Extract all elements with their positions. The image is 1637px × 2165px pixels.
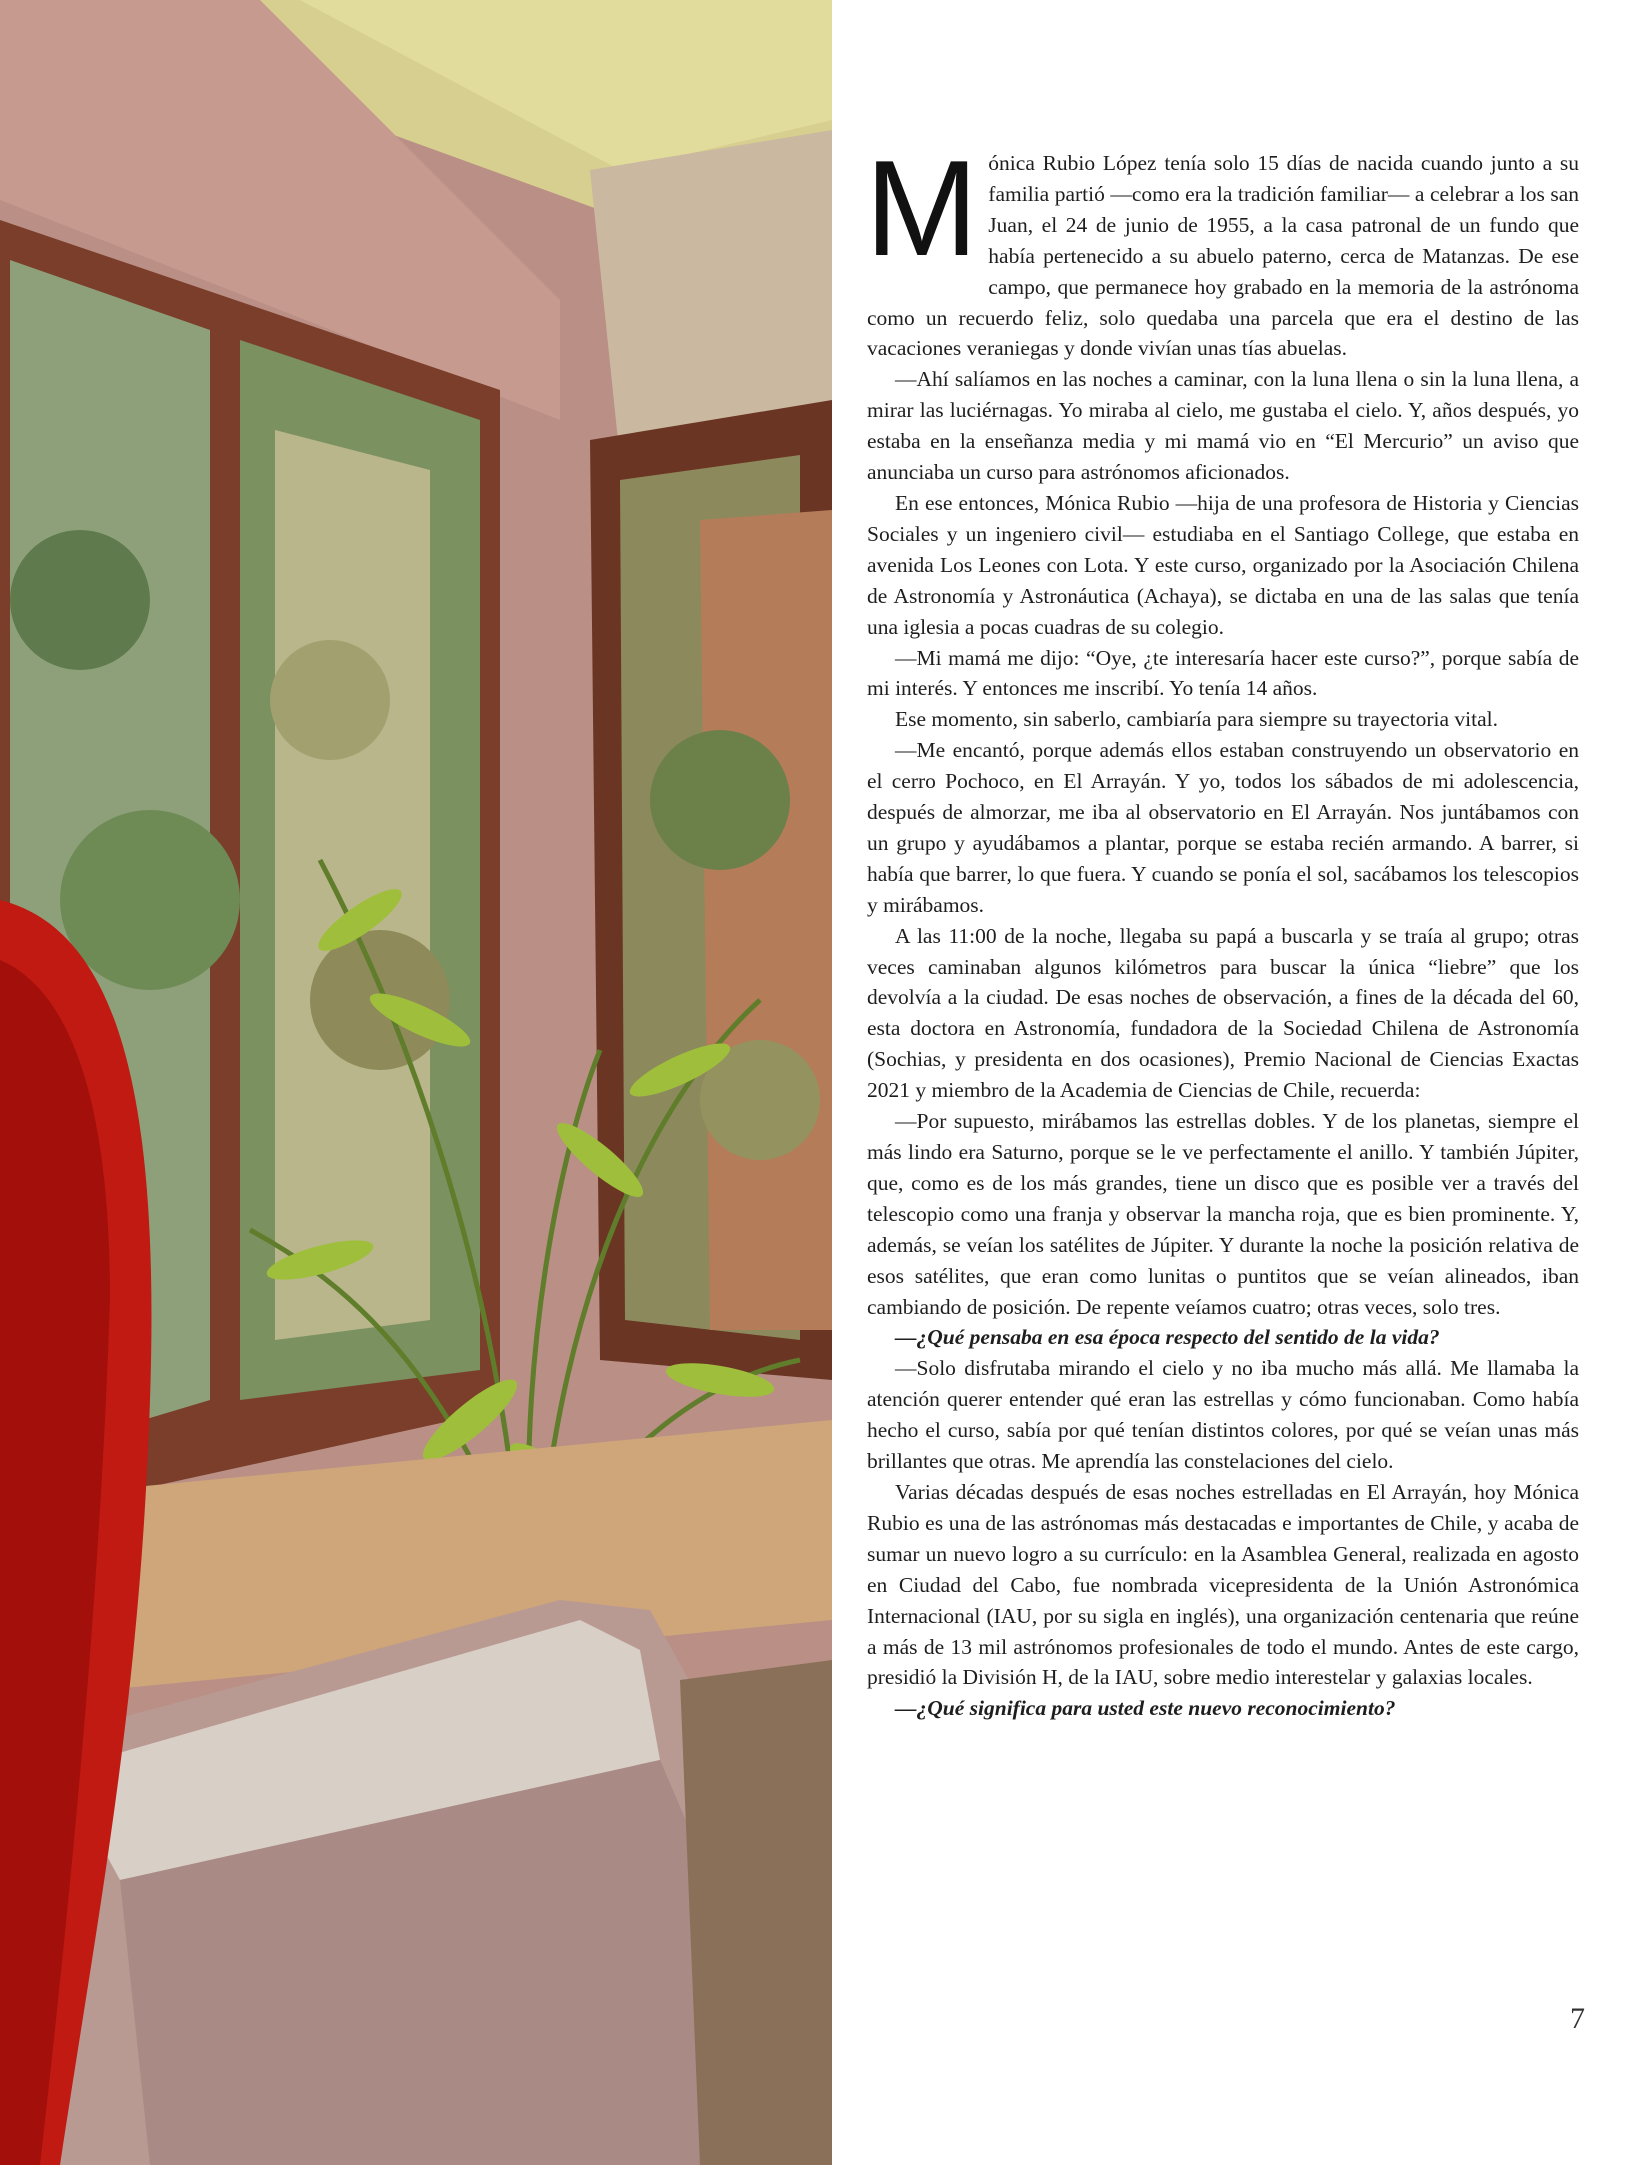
paragraph-1 [865,132,1579,364]
paragraph-text: ónica Rubio López tenía solo 15 días de nacida cuando junto a su familia partió —como era la tradición familiar— a celebrar a los san Juan, el 24 de junio de 1955, a la casa patronal de un fundo que había pertenecido a su abuelo paterno, cerca de Matanzas. De ese campo, que permanece hoy grabado en la memoria de la astrónoma como un recuerdo feliz, solo quedaba una parcela que era el destino de las vacaciones veraniegas y donde vivían unas tías abuelas. [867,151,1579,361]
article-body [865,132,1579,1724]
paragraph-5: Ese momento, sin saberlo, cambiaría para siempre su trayectoria vital. [895,707,1498,732]
drop-cap: M [865,132,979,284]
paragraph-7: A las 11:00 de la noche, llegaba su papá a buscarla y se traía al grupo; otras veces caminaban algunos kilómetros para buscar la única “liebre” que los devolvía a la ciudad. De esas noches de observación, a fines de la década del 60, esta doctora en Astronomía, fundadora de la Sociedad Chilena de Astronomía (Sochias, y presidenta en dos ocasiones), Premio Nacional de Ciencias Exactas 2021 y miembro de la Academia de Ciencias de Chile, recuerda: [867,923,1579,1103]
paragraph-8: —Por supuesto, mirábamos las estrellas dobles. Y de los planetas, siempre el más lindo era Saturno, porque se le ve perfectamente el anillo. Y también Júpiter, que, como es de los más grandes, tiene un disco que es posible ver a través del telescopio como una franja y observar la mancha roja, que es bien prominente. Y, además, se veían los satélites de Júpiter. Y durante la noche la posición relativa de esos satélites, que eran como lunitas o puntitos que se veían alineados, iban cambiando de posición. De repente veíamos cuatro; otras veces, solo tres. [867,1109,1579,1319]
paragraph-11: Varias décadas después de esas noches estrelladas en El Arrayán, hoy Mónica Rubio es una de las astrónomas más destacadas e importantes de Chile, y acaba de sumar un nuevo logro a su currículo: en la Asamblea General, realizada en agosto en Ciudad del Cabo, fue nombrada vicepresidenta de la Unión Astronómica Internacional (IAU, por su sigla en inglés), una organización centenaria que reúne a más de 13 mil astrónomos profesionales de todo el mundo. Antes de este cargo, presidió la División H, de la IAU, sobre medio interestelar y galaxias locales. [867,1479,1579,1690]
paragraph-2: —Ahí salíamos en las noches a caminar, con la luna llena o sin la luna llena, a mirar las luciérnagas. Yo miraba al cielo, me gustaba el cielo. Y, años después, yo estaba en la enseñanza media y mi mamá vio en “El Mercurio” un aviso que anunciaba un curso para astrónomos aficionados. [867,367,1579,485]
paragraph-3: En ese entonces, Mónica Rubio —hija de una profesora de Historia y Ciencias Sociales y un ingeniero civil— estudiaba en el Santiago College, que estaba en avenida Los Leones con Lota. Y este curso, organizado por la Asociación Chilena de Astronomía y Astronáutica (Achaya), se dictaba en una de las salas que tenía una iglesia a pocas cuadras de su colegio. [867,490,1579,639]
page-number: 7 [1570,2002,1585,2035]
paragraph-4: —Mi mamá me dijo: “Oye, ¿te interesaría hacer este curso?”, porque sabía de mi interés. Y entonces me inscribí. Yo tenía 14 años. [867,645,1579,701]
interview-question-1: —¿Qué pensaba en esa época respecto del sentido de la vida? [895,1325,1440,1350]
interview-question-2: —¿Qué significa para usted este nuevo reconocimiento? [895,1696,1396,1721]
paragraph-6: —Me encantó, porque además ellos estaban construyendo un observatorio en el cerro Pochoco, en El Arrayán. Y yo, todos los sábados de mi adolescencia, después de almorzar, me iba al observatorio en El Arrayán. Nos juntábamos con un grupo y ayudábamos a plantar, porque se estaba recién armando. A barrer, si había que barrer, lo que fuera. Y cuando se ponía el sol, sacábamos los telescopios y mirábamos. [867,738,1579,917]
paragraph-10: —Solo disfrutaba mirando el cielo y no iba mucho más allá. Me llamaba la atención querer entender qué eran las estrellas y cómo funcionaban. Como había hecho el curso, sabía por qué tenían distintos colores, por qué se veían unas más brillantes que otras. Me aprendía las constelaciones del cielo. [867,1356,1579,1474]
